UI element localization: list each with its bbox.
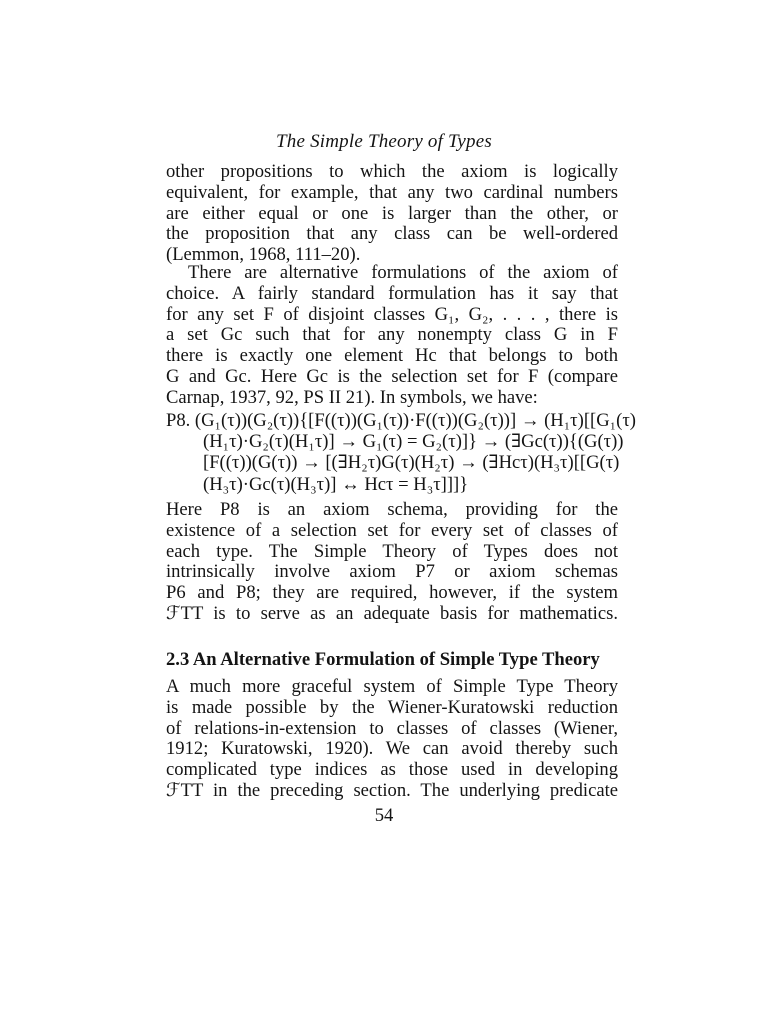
text-line: a set Gc such that for any nonempty class G in F bbox=[166, 324, 618, 346]
paragraph-2 bbox=[166, 263, 618, 409]
text-line: are either equal or one is larger than the other, or bbox=[166, 202, 618, 224]
text-line: each type. The Simple Theory of Types does not bbox=[166, 540, 618, 562]
text-line: existence of a selection set for every set of classes of bbox=[166, 519, 618, 541]
formula-line: [F((τ))(G(τ)) → [(∃H₂τ)G(τ)(H₂τ) → (∃Hcτ)(H₃τ)[[G(τ) bbox=[203, 452, 620, 474]
text-line: (Lemmon, 1968, 111–20). bbox=[166, 244, 361, 266]
text-line: There are alternative formulations of the axiom of bbox=[188, 262, 618, 283]
paragraph-3 bbox=[166, 500, 618, 625]
text-line: P6 and P8; they are required, however, if the system bbox=[166, 582, 618, 604]
page-number: 54 bbox=[374, 805, 394, 826]
text-line: of relations-in-extension to classes of classes (Wiener, bbox=[166, 717, 618, 739]
text-line: ℱTT is to serve as an adequate basis for mathematics. bbox=[166, 602, 618, 624]
text-line: A much more graceful system of Simple Type Theory bbox=[166, 676, 618, 697]
text-line: ℱTT in the preceding section. The underlying predicate bbox=[166, 779, 618, 801]
text-line: there is exactly one element Hc that belongs to both bbox=[166, 345, 618, 367]
text-line: Carnap, 1937, 92, PS II 21). In symbols, we have: bbox=[166, 386, 538, 408]
text-line: choice. A fairly standard formulation has it say that bbox=[166, 282, 618, 304]
text-line: for any set F of disjoint classes G₁, G₂, . . . , there is bbox=[166, 303, 618, 325]
running-head: The Simple Theory of Types bbox=[276, 131, 492, 152]
text-line: Here P8 is an axiom schema, providing for the bbox=[166, 499, 618, 520]
section-heading: 2.3 An Alternative Formulation of Simple Type Theory bbox=[166, 649, 600, 670]
formula-line: P8. (G₁(τ))(G₂(τ)){[F((τ))(G₁(τ))·F((τ))(G₂(τ))] → (H₁τ)[[G₁(τ) bbox=[166, 410, 637, 431]
text-line: 1912; Kuratowski, 1920). We can avoid thereby such bbox=[166, 738, 618, 760]
text-line: equivalent, for example, that any two cardinal numbers bbox=[166, 181, 618, 203]
text-line: other propositions to which the axiom is logically bbox=[166, 161, 618, 182]
text-line: is made possible by the Wiener-Kuratowski reduction bbox=[166, 696, 618, 718]
axiom-p8-formula bbox=[166, 410, 637, 496]
paragraph-4 bbox=[166, 677, 618, 802]
formula-line: (H₁τ)·G₂(τ)(H₁τ)] → G₁(τ) = G₂(τ)]} → (∃Gc(τ)){(G(τ)) bbox=[203, 431, 624, 453]
text-line: G and Gc. Here Gc is the selection set for F (compare bbox=[166, 365, 618, 387]
text-line: the proposition that any class can be well-ordered bbox=[166, 223, 618, 245]
paragraph-1 bbox=[166, 162, 618, 266]
text-line: complicated type indices as those used in developing bbox=[166, 759, 618, 781]
text-line: intrinsically involve axiom P7 or axiom schemas bbox=[166, 561, 618, 583]
formula-line: (H₃τ)·Gc(τ)(H₃τ)] ↔ Hcτ = H₃τ]]]} bbox=[203, 473, 469, 495]
